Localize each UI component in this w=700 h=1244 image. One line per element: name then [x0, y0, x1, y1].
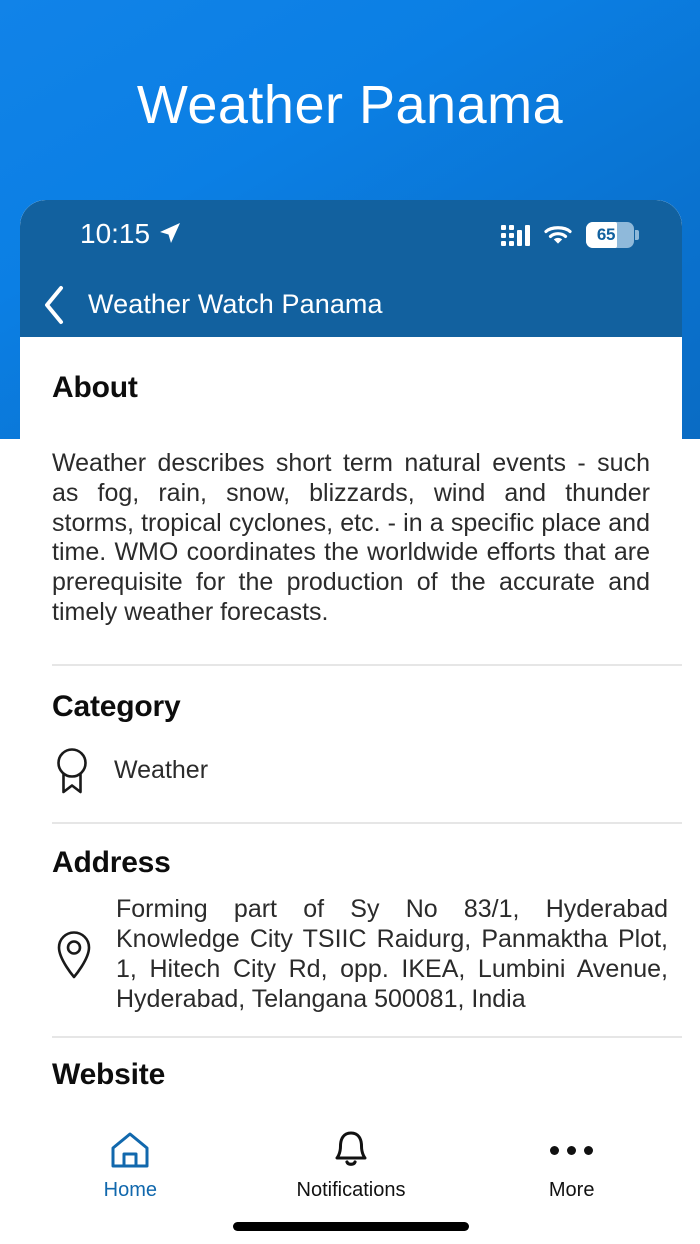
battery-cap	[635, 230, 639, 240]
battery-level-text: 65	[596, 225, 616, 244]
phone-frame	[20, 200, 682, 1244]
nav-title: Weather Watch Panama	[88, 289, 383, 319]
bell-icon	[329, 1127, 373, 1173]
address-value: Forming part of Sy No 83/1, Hyderabad Knowledge City TSIIC Raidurg, Panmaktha Plot, 1, Hitech City Rd, opp. IKEA, Lumbini Avenue, Hyderabad, Telangana 500081, India	[116, 894, 668, 1013]
website-heading: Website	[52, 1057, 166, 1091]
category-value: Weather	[114, 756, 209, 784]
tab-more-label: More	[548, 1179, 595, 1201]
tab-home-label: Home	[103, 1179, 158, 1201]
tab-home[interactable]	[20, 1107, 241, 1244]
status-bar-right	[501, 222, 634, 248]
wifi-icon	[543, 224, 573, 246]
status-bar	[20, 200, 682, 272]
category-row	[52, 746, 682, 796]
status-time: 10:15	[80, 218, 151, 249]
website-section	[20, 1038, 682, 1092]
location-arrow-icon	[158, 221, 182, 245]
navigation-bar	[20, 272, 682, 337]
home-indicator	[233, 1222, 469, 1231]
award-badge-icon	[52, 746, 92, 796]
battery-icon	[586, 222, 634, 248]
home-icon	[108, 1127, 152, 1173]
address-row	[52, 894, 682, 1014]
page-title: Weather Panama	[136, 75, 564, 135]
category-heading: Category	[52, 689, 181, 723]
category-section	[20, 666, 682, 796]
cellular-bars-icon	[501, 224, 530, 246]
about-heading: About	[52, 371, 138, 404]
ellipsis-icon	[550, 1127, 593, 1173]
back-button[interactable]	[20, 272, 88, 337]
content-scroll-area[interactable]	[20, 337, 682, 1107]
address-heading: Address	[52, 845, 171, 879]
map-pin-icon	[52, 928, 96, 980]
address-section	[20, 824, 682, 1014]
tab-more[interactable]	[461, 1107, 682, 1244]
about-body-text: Weather describes short term natural events - such as fog, rain, snow, blizzards, wind and thunder storms, tropical cyclones, etc. - in a specific place and time. WMO coordinates the worldwide efforts that are prerequisite for the production of the accurate and timely weather forecasts.	[52, 449, 650, 626]
chevron-left-icon	[41, 283, 67, 327]
tab-notifications-label: Notifications	[296, 1179, 406, 1201]
about-section	[20, 337, 682, 628]
status-bar-left	[80, 220, 182, 248]
